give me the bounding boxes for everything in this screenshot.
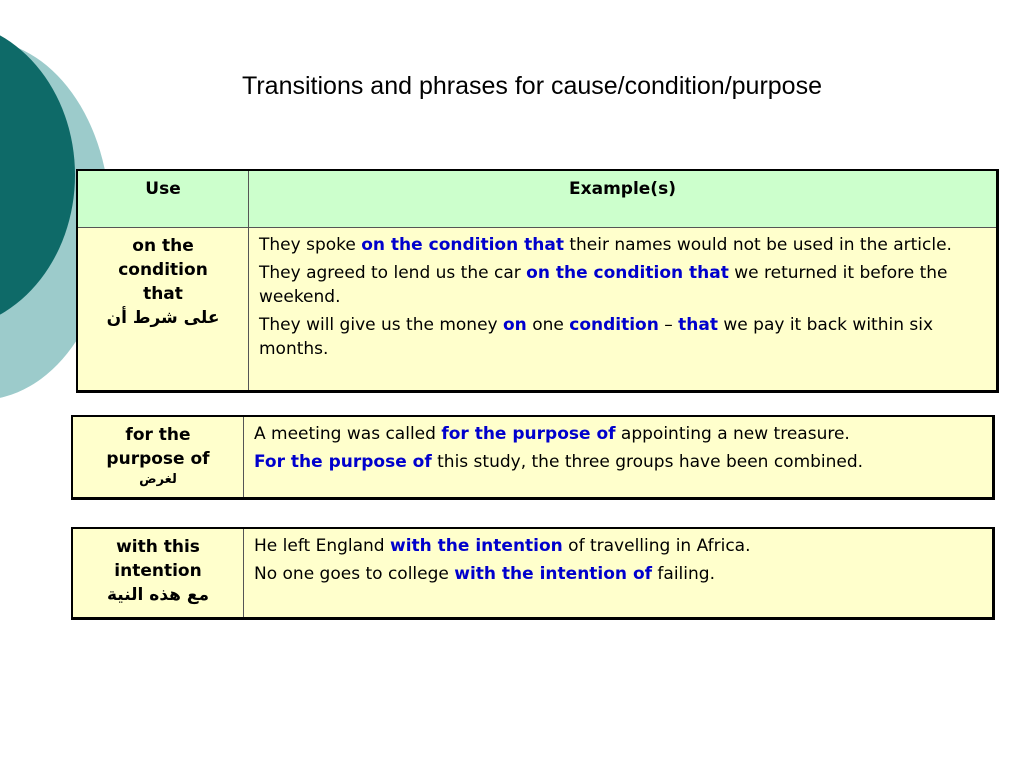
arabic-translation: مع هذه النية bbox=[106, 585, 210, 605]
condition-table bbox=[76, 169, 999, 393]
use-phrase: for the purpose of bbox=[106, 425, 210, 469]
examples-cell bbox=[244, 416, 994, 499]
examples-cell bbox=[249, 228, 998, 392]
use-cell bbox=[77, 228, 249, 392]
example-sentence: They spoke on the condition that their names would not be used in the article. bbox=[259, 235, 952, 255]
slide-title: Transitions and phrases for cause/condition/purpose bbox=[242, 72, 822, 100]
use-phrase: with this intention bbox=[114, 537, 202, 581]
use-cell bbox=[72, 528, 244, 619]
table-row bbox=[77, 228, 998, 392]
header-examples: Example(s) bbox=[249, 170, 998, 228]
table-row bbox=[72, 416, 994, 499]
example-sentence: For the purpose of this study, the three groups have been combined. bbox=[254, 452, 864, 472]
use-cell bbox=[72, 416, 244, 499]
arabic-translation: على شرط أن bbox=[106, 308, 220, 328]
intention-table bbox=[71, 527, 995, 620]
header-use: Use bbox=[77, 170, 249, 228]
table-header-row bbox=[77, 170, 998, 228]
example-sentence: He left England with the intention of travelling in Africa. bbox=[254, 536, 751, 556]
table-row bbox=[72, 528, 994, 619]
example-sentence: No one goes to college with the intention of failing. bbox=[254, 564, 715, 584]
purpose-table bbox=[71, 415, 995, 500]
use-phrase: on the condition that bbox=[118, 236, 208, 304]
examples-cell bbox=[244, 528, 994, 619]
example-sentence: They agreed to lend us the car on the condition that we returned it before the weekend. bbox=[259, 263, 948, 307]
example-sentence: A meeting was called for the purpose of appointing a new treasure. bbox=[254, 424, 850, 444]
example-sentence: They will give us the money on one condition – that we pay it back within six months. bbox=[259, 315, 934, 359]
arabic-translation: لغرض bbox=[139, 472, 177, 487]
